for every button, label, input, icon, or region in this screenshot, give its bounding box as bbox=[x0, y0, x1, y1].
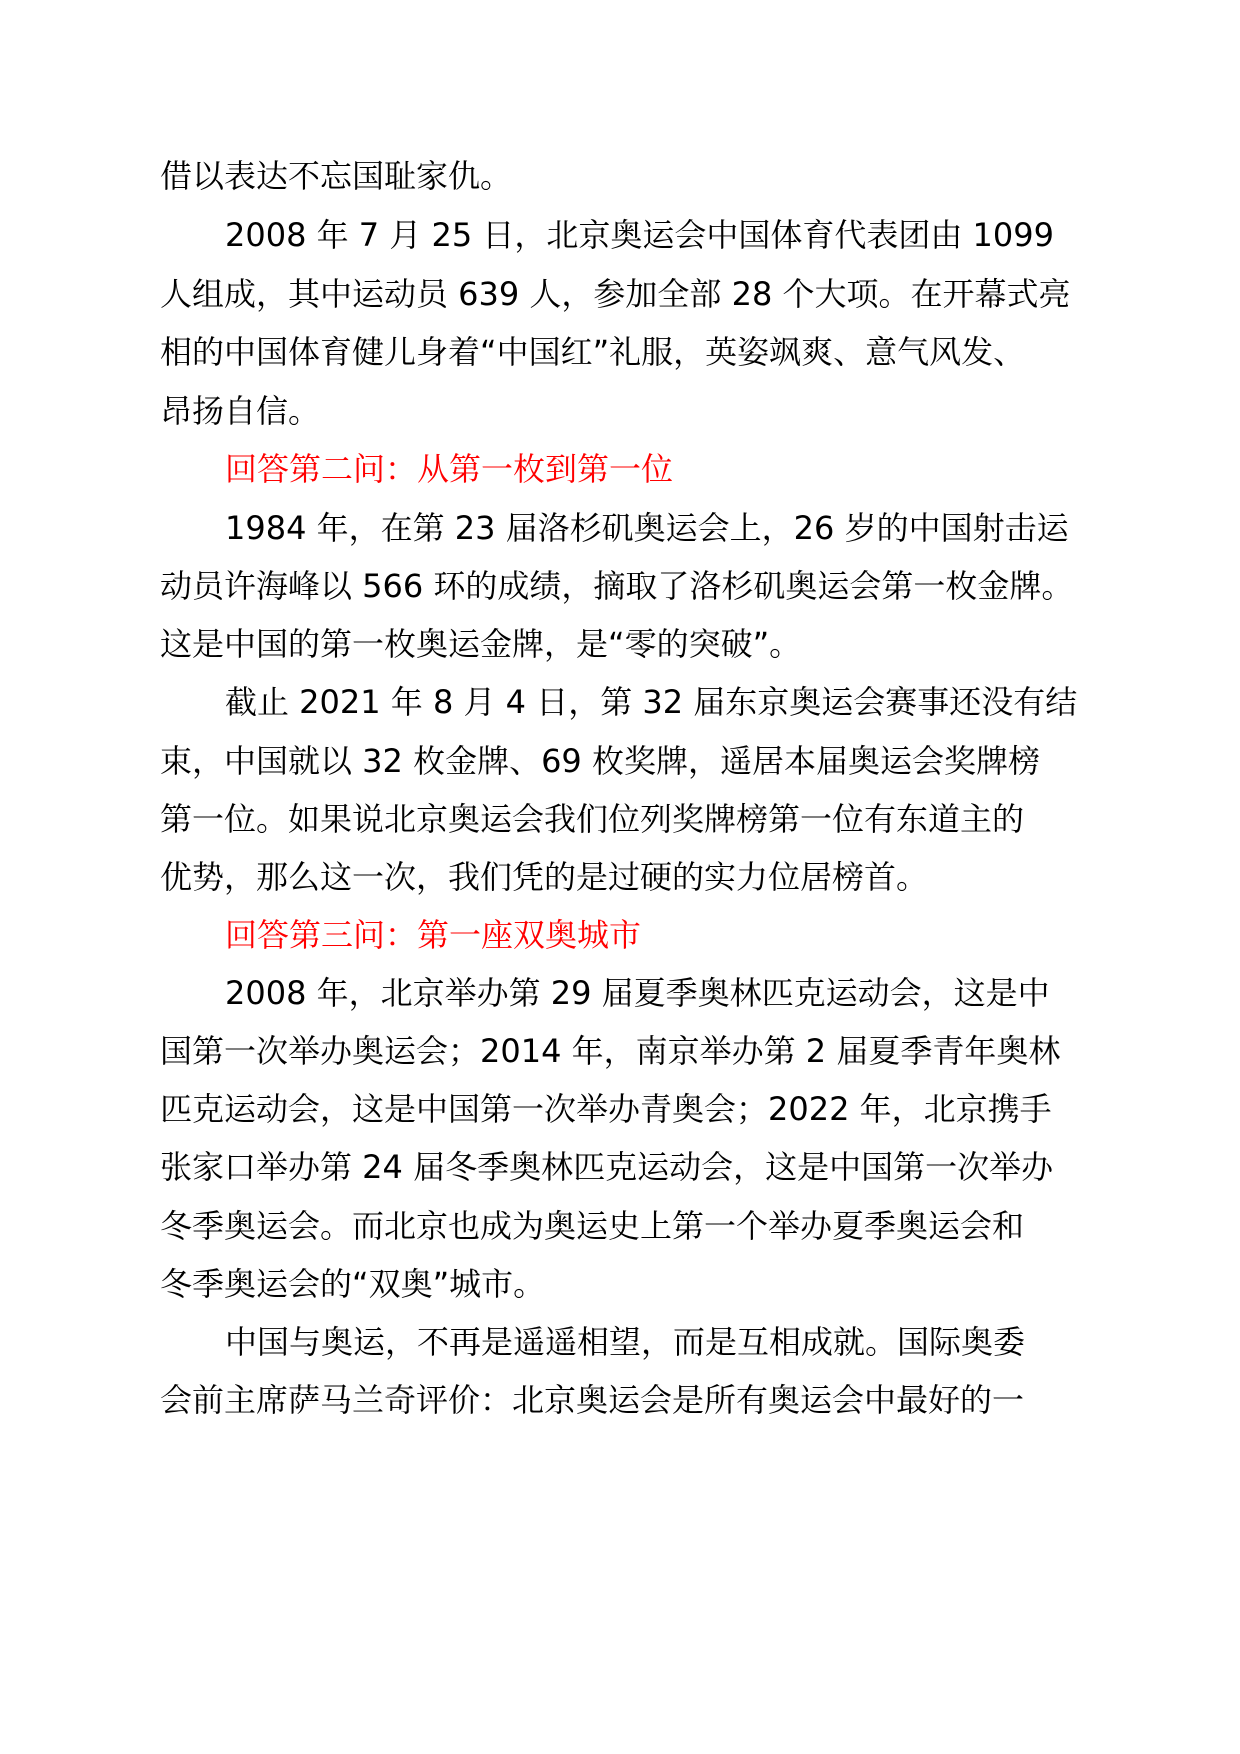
text-line: 中国与奥运，不再是遥遥相望，而是互相成就。国际奥委 bbox=[225, 1323, 1026, 1361]
text-line: 匹克运动会，这是中国第一次举办青奥会；2022 年，北京携手 bbox=[160, 1090, 1052, 1128]
section-heading: 回答第三问：第一座双奥城市 bbox=[225, 916, 642, 954]
text-line: 第一位。如果说北京奥运会我们位列奖牌榜第一位有东道主的 bbox=[160, 800, 1025, 838]
text-line: 动员许海峰以 566 环的成绩，摘取了洛杉矶奥运会第一枚金牌。 bbox=[160, 567, 1074, 605]
text-line: 人组成，其中运动员 639 人，参加全部 28 个大项。在开幕式亮 bbox=[160, 275, 1071, 313]
text-line: 2008 年 7 月 25 日，北京奥运会中国体育代表团由 1099 bbox=[225, 216, 1054, 254]
text-line: 会前主席萨马兰奇评价：北京奥运会是所有奥运会中最好的一 bbox=[160, 1381, 1025, 1419]
text-line: 相的中国体育健儿身着“中国红”礼服，英姿飒爽、意气风发、 bbox=[160, 333, 1026, 371]
text-line: 截止 2021 年 8 月 4 日，第 32 届东京奥运会赛事还没有结 bbox=[225, 683, 1078, 721]
text-line: 冬季奥运会的“双奥”城市。 bbox=[160, 1265, 546, 1303]
text-line: 昂扬自信。 bbox=[160, 392, 321, 430]
text-line: 2008 年，北京举办第 29 届夏季奥林匹克运动会，这是中 bbox=[225, 974, 1050, 1012]
text-line: 束，中国就以 32 枚金牌、69 枚奖牌，遥居本届奥运会奖牌榜 bbox=[160, 742, 1040, 780]
text-line: 国第一次举办奥运会；2014 年，南京举办第 2 届夏季青年奥林 bbox=[160, 1032, 1061, 1070]
section-heading: 回答第二问：从第一枚到第一位 bbox=[225, 450, 674, 488]
text-line: 优势，那么这一次，我们凭的是过硬的实力位居榜首。 bbox=[160, 858, 929, 896]
text-line: 冬季奥运会。而北京也成为奥运史上第一个举办夏季奥运会和 bbox=[160, 1207, 1025, 1245]
text-line: 借以表达不忘国耻家仇。 bbox=[160, 157, 513, 195]
text-line: 1984 年，在第 23 届洛杉矶奥运会上，26 岁的中国射击运 bbox=[225, 509, 1069, 547]
text-line: 这是中国的第一枚奥运金牌，是“零的突破”。 bbox=[160, 625, 802, 663]
text-line: 张家口举办第 24 届冬季奥林匹克运动会，这是中国第一次举办 bbox=[160, 1148, 1054, 1186]
